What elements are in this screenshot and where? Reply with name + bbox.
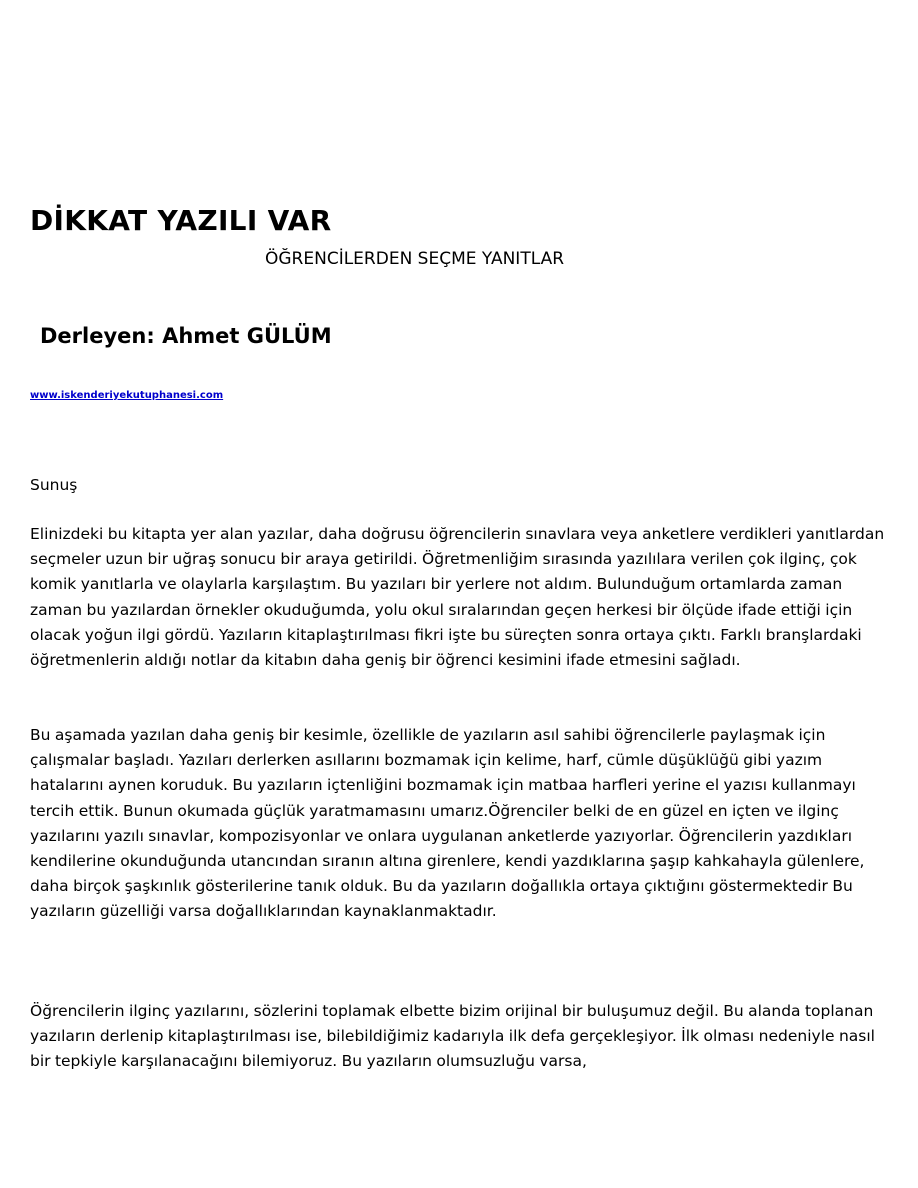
- document-title: DİKKAT YAZILI VAR: [30, 204, 332, 237]
- section-heading-sunus: Sunuş: [30, 476, 78, 494]
- paragraph-1: Elinizdeki bu kitapta yer alan yazılar, daha doğrusu öğrencilerin sınavlara veya anketlere verdikleri yanıtlardan seçmeler uzun bir uğraş sonucu bir araya getirildi. Öğretmenliğim sırasında yazılılara verilen çok ilginç, çok komik yanıtlarla ve olaylarla karşılaştım. Bu yazıları bir yerlere not aldım. Bulunduğum ortamlarda zaman zaman bu yazılardan örnekler okuduğumda, yolu okul sıralarından geçen herkesi bir ölçüde ifade ettiği için olacak yoğun ilgi gördü. Yazıların kitaplaştırılması fikri işte bu süreçten sonra ortaya çıktı. Farklı branşlardaki öğretmenlerin aldığı notlar da kitabın daha geniş bir öğrenci kesimini ifade etmesini sağladı.: [30, 525, 885, 670]
- author-line: Derleyen: Ahmet GÜLÜM: [40, 324, 332, 348]
- paragraph-3: Öğrencilerin ilginç yazılarını, sözlerini toplamak elbette bizim orijinal bir buluşumuz değil. Bu alanda toplanan yazıların derlenip kitaplaştırılması ise, bilebildiğimiz kadarıyla ilk defa gerçekleşiyor. İlk olması nedeniyle nasıl bir tepkiyle karşılanacağını bilemiyoruz. Bu yazıların olumsuzluğu varsa,: [30, 1002, 875, 1071]
- paragraph-2: Bu aşamada yazılan daha geniş bir kesimle, özellikle de yazıların asıl sahibi öğrencilerle paylaşmak için çalışmalar başladı. Yazıları derlerken asıllarını bozmamak için kelime, harf, cümle düşüklüğü gibi yazım hatalarını aynen koruduk. Bu yazıların içtenliğini bozmamak için matbaa harfleri yerine el yazısı kullanmayı tercih ettik. Bunun okumada güçlük yaratmamasını umarız.Öğrenciler belki de en güzel en içten ve ilginç yazılarını yazılı sınavlar, kompozisyonlar ve onlara uygulanan anketlerde yazıyorlar. Öğrencilerin yazdıkları kendilerine okunduğunda utancından sıranın altına girenlere, kendi yazdıklarına şaşıp kahkahayla gülenlere, daha birçok şaşkınlık gösterilerine tanık olduk. Bu da yazıların doğallıkla ortaya çıktığını göstermektedir Bu yazıların güzelliği varsa doğallıklarından kaynaklanmaktadır.: [30, 726, 865, 921]
- document-subtitle: ÖĞRENCİLERDEN SEÇME YANITLAR: [265, 249, 565, 269]
- website-link[interactable]: www.iskenderiyekutuphanesi.com: [30, 390, 224, 401]
